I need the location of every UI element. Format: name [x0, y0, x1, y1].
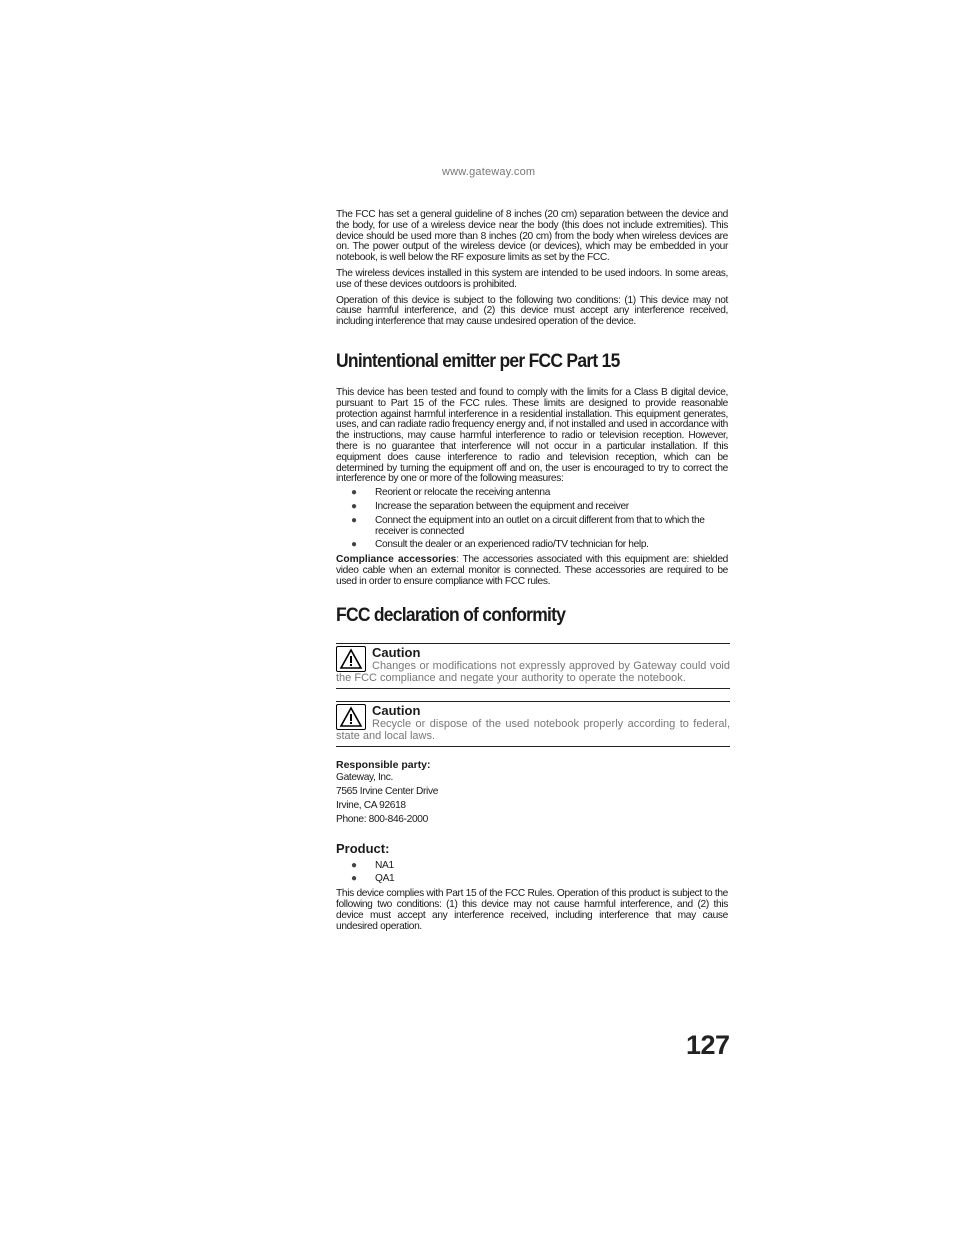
- section-heading-fcc: FCC declaration of conformity: [336, 604, 566, 626]
- intro-paragraph: The FCC has set a general guideline of 8 inches (20 cm) separation between the device and the body, for use of a wireless device near the body (this does not include extremities). This device should be used more than 8 inches (20 cm) from the body when wireless devices are on. The power output of the wireless device (or devices), which may be embedded in your notebook, is well below the RF exposure limits as set by the FCC.: [336, 209, 728, 264]
- bullet-icon: ●: [351, 500, 357, 512]
- section-heading-emitter: Unintentional emitter per FCC Part 15: [336, 350, 620, 372]
- responsible-party-label: Responsible party:: [336, 758, 431, 771]
- caution-text: Changes or modifications not expressly approved by Gateway could void the FCC compliance and negate your authority to operate the notebook.: [336, 659, 730, 684]
- compliance-paragraph: [336, 555, 728, 587]
- measures-list: [336, 488, 728, 551]
- bullet-icon: ●: [351, 487, 357, 499]
- compliance-label: Compliance accessories: [336, 554, 457, 566]
- intro-paragraph: The wireless devices installed in this system are intended to be used indoors. In some areas, use of these devices outdoors is prohibited.: [336, 267, 728, 290]
- warning-icon: [336, 704, 366, 730]
- address-line: Gateway, Inc.: [336, 771, 393, 783]
- page-number: 127: [686, 1030, 730, 1060]
- caution-box: [336, 701, 730, 747]
- closing-paragraph: This device complies with Part 15 of the FCC Rules. Operation of this product is subject to the following two conditions: (1) this device may not cause harmful interference, and (2) this device must accept any interference received, including interference that may cause undesired operation.: [336, 888, 728, 932]
- bullet-icon: ●: [351, 873, 357, 885]
- intro-paragraph: Operation of this device is subject to the following two conditions: (1) This device may not cause harmful interference, and (2) this device must accept any interference received, including interference that may cause undesired operation of the device.: [336, 294, 728, 328]
- list-item: ● Consult the dealer or an experienced radio/TV technician for help.: [351, 539, 649, 551]
- list-item: ● Connect the equipment into an outlet on a circuit different from that to which the receiver is connected: [351, 514, 705, 537]
- list-item: ● Increase the separation between the equipment and receiver: [351, 500, 629, 512]
- compliance-text: : The accessories associated with this equipment are: shielded video cable when an external monitor is connected. These accessories are required to be used in order to ensure compliance with FCC rules.: [336, 554, 728, 587]
- warning-icon: [336, 646, 366, 672]
- address-line: 7565 Irvine Center Drive: [336, 785, 439, 797]
- header-url: www.gateway.com: [442, 166, 536, 178]
- caution-box: [336, 643, 730, 689]
- page-content: [336, 210, 728, 937]
- caution-text: Recycle or dispose of the used notebook properly according to federal, state and local laws.: [336, 717, 730, 742]
- bullet-icon: ●: [351, 514, 357, 526]
- list-item: ● NA1: [351, 859, 394, 871]
- product-list: [336, 861, 728, 886]
- emitter-body: This device has been tested and found to comply with the limits for a Class B digital device, pursuant to Part 15 of the FCC rules. These limits are designed to provide reasonable protection against harmful interference in a residential installation. This equipment generates, uses, and can radiate radio frequency energy and, if not installed and used in accordance with the instructions, may cause harmful interference to radio or television reception. However, there is no guarantee that interference will not occur in a particular installation. If this equipment does cause interference to radio and television reception, which can be determined by turning the equipment off and on, the user is encouraged to try to correct the interference by one or more of the following measures:: [336, 386, 728, 485]
- product-label: Product:: [336, 840, 390, 856]
- address-line: Irvine, CA 92618: [336, 799, 406, 811]
- list-item: ● QA1: [351, 873, 395, 885]
- bullet-icon: ●: [351, 859, 357, 871]
- address-line: Phone: 800-846-2000: [336, 813, 428, 825]
- caution-title: Caution: [372, 644, 421, 660]
- bullet-icon: ●: [351, 539, 357, 551]
- list-item: ● Reorient or relocate the receiving antenna: [351, 487, 551, 499]
- caution-title: Caution: [372, 702, 421, 718]
